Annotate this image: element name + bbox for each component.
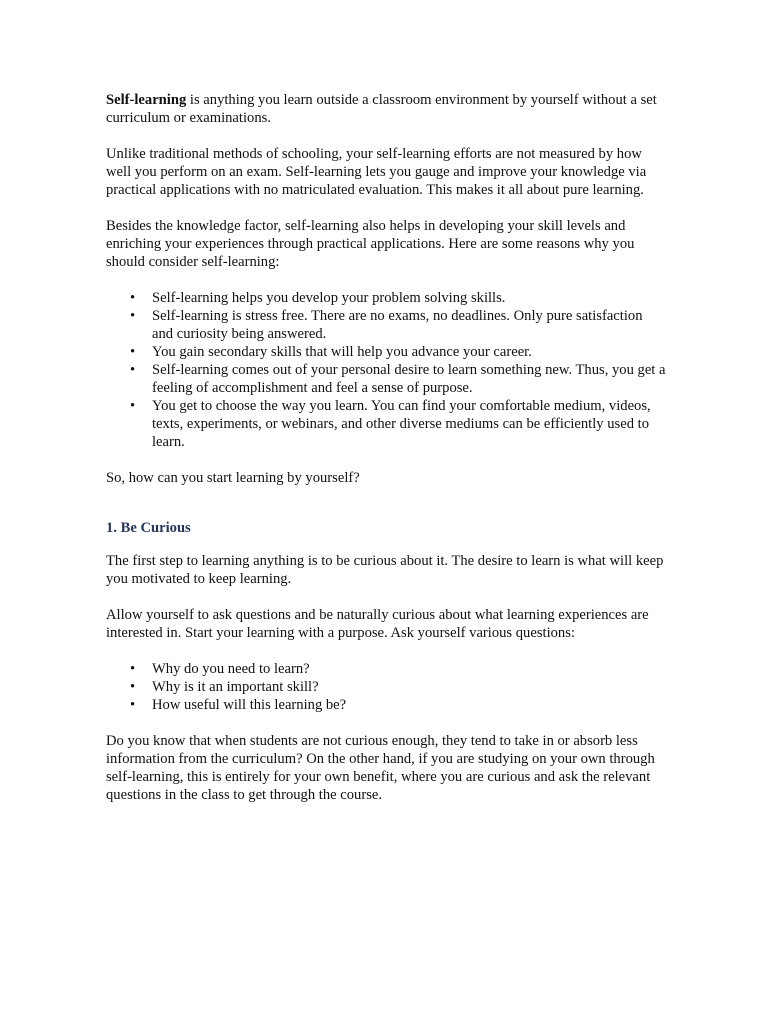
- list-item: • Why do you need to learn?: [152, 660, 666, 678]
- questions-intro-paragraph: Allow yourself to ask questions and be naturally curious about what learning experiences are interested in. Start your learning with a purpose. Ask yourself various questions:: [106, 607, 649, 641]
- list-item: • You get to choose the way you learn. You can find your comfortable medium, videos, texts, experiments, or webinars, and other diverse mediums can be efficiently used to learn.: [152, 397, 666, 451]
- list-item: • You gain secondary skills that will help you advance your career.: [152, 343, 666, 361]
- intro-paragraph: [106, 91, 666, 127]
- section-heading: 1. Be Curious: [106, 520, 191, 536]
- reasons-list: [106, 289, 666, 451]
- start-question-paragraph: So, how can you start learning by yourself?: [106, 470, 360, 486]
- benefits-paragraph: Besides the knowledge factor, self-learning also helps in developing your skill levels and enriching your experiences through practical applications. Here are some reasons why you should consider self-learning:: [106, 218, 635, 270]
- list-item: • Why is it an important skill?: [152, 678, 666, 696]
- list-item: • Self-learning is stress free. There are no exams, no deadlines. Only pure satisfaction and curiosity being answered.: [152, 307, 666, 343]
- document-page: [106, 91, 666, 822]
- list-item: • Self-learning comes out of your personal desire to learn something new. Thus, you get a feeling of accomplishment and feel a sense of purpose.: [152, 361, 666, 397]
- list-item: • Self-learning helps you develop your problem solving skills.: [152, 289, 666, 307]
- schooling-paragraph: Unlike traditional methods of schooling, your self-learning efforts are not measured by how well you perform on an exam. Self-learning lets you gauge and improve your knowledge via practical applications with no matriculated evaluation. This makes it all about pure learning.: [106, 146, 647, 198]
- curious-paragraph: The first step to learning anything is to be curious about it. The desire to learn is what will keep you motivated to keep learning.: [106, 553, 664, 587]
- questions-list: [106, 660, 666, 714]
- list-item: • How useful will this learning be?: [152, 696, 666, 714]
- intro-term: Self-learning: [106, 92, 187, 108]
- curiosity-benefit-paragraph: Do you know that when students are not curious enough, they tend to take in or absorb less information from the curriculum? On the other hand, if you are studying on your own through self-learning, this is entirely for your own benefit, where you are curious and ask the relevant questions in the class to get through the course.: [106, 733, 655, 803]
- intro-definition: is anything you learn outside a classroom environment by yourself without a set curriculum or examinations.: [106, 92, 657, 126]
